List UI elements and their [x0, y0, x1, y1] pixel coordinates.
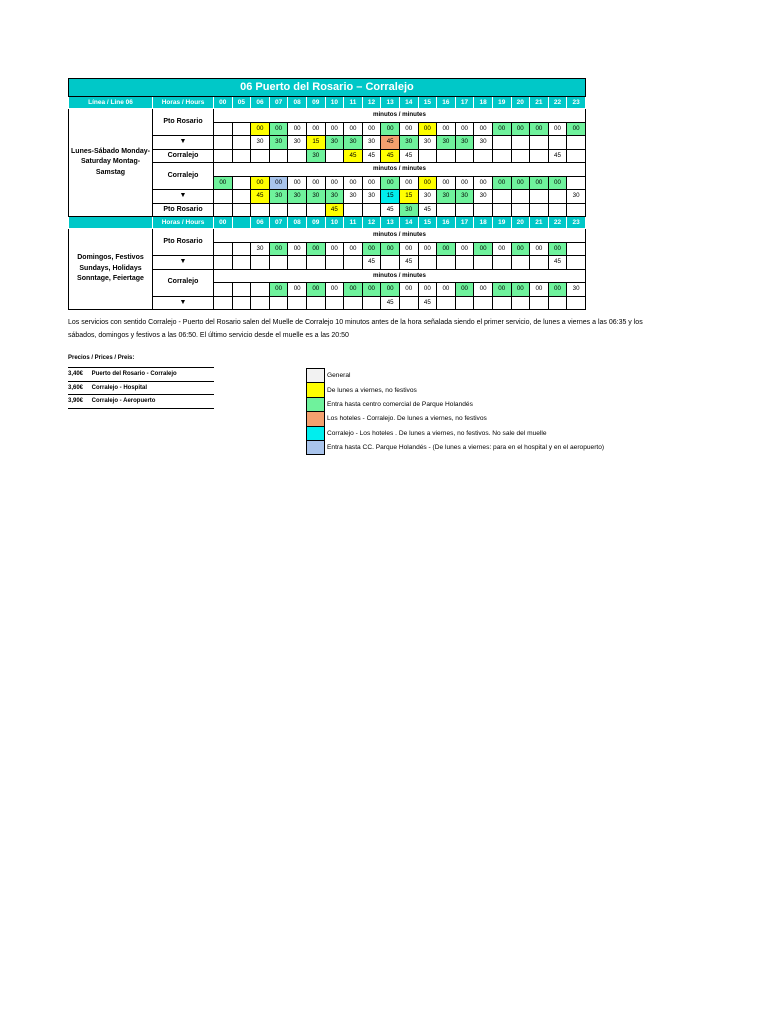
minute-cell	[530, 190, 549, 204]
direction-arrow: ▼	[153, 256, 214, 270]
minute-cell	[214, 242, 233, 256]
hour-header: 10	[325, 97, 344, 109]
hour-header: 20	[511, 97, 530, 109]
legend-swatch	[307, 383, 325, 397]
minute-cell: 00	[214, 176, 233, 190]
minute-cell: 00	[288, 283, 307, 297]
minute-cell: 00	[344, 176, 363, 190]
price-route: Corralejo - Aeropuerto	[91, 398, 156, 404]
minute-cell	[214, 256, 233, 270]
minute-cell: 00	[530, 242, 549, 256]
hour-header: 06	[251, 97, 270, 109]
minute-cell	[474, 296, 493, 310]
hour-header: 09	[306, 97, 325, 109]
minute-cell: 00	[530, 283, 549, 297]
minute-cell: 30	[344, 136, 363, 150]
minute-cell	[492, 256, 511, 270]
minute-cell: 00	[548, 242, 567, 256]
minute-cell: 30	[306, 149, 325, 163]
minute-cell	[567, 176, 586, 190]
prices-box	[68, 350, 214, 409]
legend-swatch	[307, 412, 325, 426]
minute-cell	[325, 149, 344, 163]
minute-cell	[530, 136, 549, 150]
legend-label: General	[327, 372, 351, 380]
minute-cell: 00	[325, 283, 344, 297]
minute-cell	[344, 203, 363, 217]
minute-cell: 45	[418, 203, 437, 217]
minute-cell: 00	[399, 122, 418, 136]
minute-cell: 30	[362, 136, 381, 150]
minute-cell: 30	[288, 136, 307, 150]
minute-cell: 15	[306, 136, 325, 150]
minute-cell: 00	[325, 242, 344, 256]
hour-header: 00	[214, 217, 233, 229]
minute-cell	[214, 203, 233, 217]
stop-label: Corralejo	[153, 163, 214, 190]
minute-cell: 00	[344, 283, 363, 297]
minute-cell: 45	[381, 136, 400, 150]
minute-cell	[269, 296, 288, 310]
hour-header: 18	[474, 97, 493, 109]
hour-header	[232, 217, 251, 229]
minute-cell	[306, 203, 325, 217]
hour-header: 13	[381, 97, 400, 109]
minute-cell: 00	[418, 283, 437, 297]
minute-cell: 00	[325, 122, 344, 136]
minute-cell	[232, 242, 251, 256]
minute-cell	[344, 256, 363, 270]
hour-header: 10	[325, 217, 344, 229]
hour-header: 11	[344, 97, 363, 109]
minute-cell	[269, 203, 288, 217]
minute-cell	[492, 136, 511, 150]
hour-header: 15	[418, 217, 437, 229]
minute-cell: 00	[251, 122, 270, 136]
minute-cell	[232, 203, 251, 217]
hour-header: 06	[251, 217, 270, 229]
minute-cell: 00	[511, 122, 530, 136]
minute-cell: 00	[418, 176, 437, 190]
minute-cell: 00	[492, 176, 511, 190]
minute-cell: 00	[306, 176, 325, 190]
minute-cell: 00	[474, 176, 493, 190]
hour-header: 22	[548, 97, 567, 109]
minute-cell: 30	[251, 242, 270, 256]
minute-cell: 30	[437, 190, 456, 204]
minute-cell: 00	[269, 283, 288, 297]
minute-cell	[567, 136, 586, 150]
hour-header: 17	[455, 217, 474, 229]
minute-cell: 00	[511, 242, 530, 256]
hour-header: 13	[381, 217, 400, 229]
minute-cell: 45	[418, 296, 437, 310]
minute-cell	[530, 296, 549, 310]
stop-label: Corralejo	[153, 149, 214, 163]
minute-cell: 30	[306, 190, 325, 204]
minute-cell	[325, 256, 344, 270]
minute-cell	[437, 149, 456, 163]
minute-cell	[232, 296, 251, 310]
hour-header: 14	[399, 217, 418, 229]
hour-header: 11	[344, 217, 363, 229]
minute-cell	[381, 256, 400, 270]
minute-cell: 00	[381, 283, 400, 297]
minute-cell: 00	[269, 176, 288, 190]
minute-cell: 00	[306, 122, 325, 136]
direction-arrow: ▼	[153, 190, 214, 204]
hours-label: Horas / Hours	[153, 97, 214, 109]
minute-cell	[567, 256, 586, 270]
minute-cell	[455, 256, 474, 270]
hour-header: 23	[567, 97, 586, 109]
minute-cell: 45	[399, 256, 418, 270]
direction-arrow: ▼	[153, 136, 214, 150]
minute-cell: 45	[399, 149, 418, 163]
timetable-title: 06 Puerto del Rosario – Corralejo	[69, 79, 586, 97]
minute-cell	[214, 190, 233, 204]
hour-header: 05	[232, 97, 251, 109]
price-amount: 3,90€	[68, 398, 84, 404]
minute-cell: 30	[455, 136, 474, 150]
minute-cell	[511, 136, 530, 150]
minutes-label: minutos / minutes	[214, 269, 586, 283]
minute-cell: 00	[455, 283, 474, 297]
minute-cell	[232, 190, 251, 204]
minute-cell: 00	[492, 122, 511, 136]
prices-title: Precios / Prices / Preis:	[68, 350, 214, 368]
minute-cell	[288, 203, 307, 217]
minutes-label: minutos / minutes	[214, 109, 586, 123]
minute-cell: 00	[306, 242, 325, 256]
minute-cell: 00	[362, 176, 381, 190]
minute-cell: 00	[381, 122, 400, 136]
minute-cell	[548, 296, 567, 310]
hour-header: 07	[269, 217, 288, 229]
minute-cell: 00	[567, 122, 586, 136]
price-amount: 3,40€	[68, 371, 84, 377]
minute-cell	[269, 256, 288, 270]
minute-cell: 00	[381, 242, 400, 256]
minute-cell	[437, 203, 456, 217]
legend-label: De lunes a viernes, no festivos	[327, 386, 417, 394]
hour-header: 21	[530, 217, 549, 229]
minutes-label: minutos / minutes	[214, 229, 586, 243]
minute-cell: 00	[269, 242, 288, 256]
minute-cell: 00	[474, 283, 493, 297]
minute-cell	[418, 149, 437, 163]
minute-cell: 30	[437, 136, 456, 150]
minute-cell	[232, 122, 251, 136]
legend-swatch	[307, 369, 325, 383]
minute-cell: 00	[362, 122, 381, 136]
minute-cell: 00	[492, 242, 511, 256]
minute-cell	[530, 203, 549, 217]
minute-cell: 30	[288, 190, 307, 204]
minute-cell: 45	[548, 256, 567, 270]
minute-cell: 00	[251, 176, 270, 190]
days-label: Lunes-Sábado Monday-Saturday Montag-Samstag	[69, 109, 153, 217]
direction-arrow: ▼	[153, 296, 214, 310]
minute-cell	[232, 149, 251, 163]
hour-header: 22	[548, 217, 567, 229]
minute-cell: 45	[362, 256, 381, 270]
minute-cell: 30	[399, 136, 418, 150]
hour-header: 19	[492, 97, 511, 109]
minute-cell	[214, 283, 233, 297]
minute-cell: 30	[567, 283, 586, 297]
minute-cell	[214, 149, 233, 163]
minute-cell	[530, 256, 549, 270]
minute-cell: 00	[325, 176, 344, 190]
hour-header: 21	[530, 97, 549, 109]
minute-cell	[548, 136, 567, 150]
minute-cell	[548, 190, 567, 204]
minute-cell: 00	[530, 122, 549, 136]
minute-cell: 00	[437, 283, 456, 297]
hour-header: 08	[288, 97, 307, 109]
minute-cell: 30	[325, 136, 344, 150]
minute-cell: 30	[474, 136, 493, 150]
minute-cell: 45	[548, 149, 567, 163]
minute-cell	[455, 296, 474, 310]
minute-cell	[455, 149, 474, 163]
minute-cell	[325, 296, 344, 310]
legend-swatch	[307, 397, 325, 411]
minute-cell: 30	[455, 190, 474, 204]
stop-label: Pto Rosario	[153, 109, 214, 136]
minute-cell	[418, 256, 437, 270]
minute-cell	[511, 203, 530, 217]
minute-cell: 30	[269, 190, 288, 204]
minute-cell: 00	[437, 122, 456, 136]
minute-cell	[362, 203, 381, 217]
stop-label: Pto Rosario	[153, 203, 214, 217]
hour-header: 20	[511, 217, 530, 229]
stop-label: Corralejo	[153, 269, 214, 296]
hour-header: 23	[567, 217, 586, 229]
minute-cell: 30	[418, 136, 437, 150]
minute-cell	[530, 149, 549, 163]
minute-cell: 00	[511, 283, 530, 297]
hour-header: 12	[362, 217, 381, 229]
minute-cell	[492, 296, 511, 310]
minute-cell: 00	[269, 122, 288, 136]
minute-cell: 45	[362, 149, 381, 163]
minutes-label: minutos / minutes	[214, 163, 586, 177]
minute-cell	[288, 149, 307, 163]
minute-cell: 00	[418, 122, 437, 136]
minute-cell: 00	[362, 242, 381, 256]
hour-header: 09	[306, 217, 325, 229]
minute-cell: 00	[288, 122, 307, 136]
minute-cell	[306, 256, 325, 270]
minute-cell: 00	[288, 176, 307, 190]
hour-header: 12	[362, 97, 381, 109]
minute-cell: 30	[344, 190, 363, 204]
price-route: Corralejo - Hospital	[91, 384, 148, 391]
minute-cell	[492, 203, 511, 217]
minute-cell: 30	[474, 190, 493, 204]
header-blank	[69, 217, 153, 229]
hour-header: 00	[214, 97, 233, 109]
legend-label: Corralejo - Los hoteles . De lunes a viernes, no festivos. No sale del muelle	[327, 429, 547, 437]
minute-cell: 45	[381, 296, 400, 310]
minute-cell: 15	[381, 190, 400, 204]
minute-cell: 00	[474, 242, 493, 256]
price-row	[68, 368, 214, 382]
minute-cell	[567, 242, 586, 256]
line-label: Línea / Line 06	[69, 97, 153, 109]
minute-cell: 00	[437, 242, 456, 256]
minute-cell: 00	[344, 242, 363, 256]
minute-cell: 00	[511, 176, 530, 190]
minute-cell	[251, 256, 270, 270]
minute-cell	[455, 203, 474, 217]
minute-cell: 00	[399, 176, 418, 190]
hours-label: Horas / Hours	[153, 217, 214, 229]
minute-cell: 30	[269, 136, 288, 150]
service-note: Los servicios con sentido Corralejo - Puerto del Rosario salen del Muelle de Corralejo 10 minutos antes de la hora señalada siendo el primer servicio, de lunes a viernes a las 06:35 y los sábados, domingos y festivos a las 06:50. El último servicio desde el muelle es a las 20:50	[68, 319, 643, 339]
minute-cell: 30	[567, 190, 586, 204]
hour-header: 19	[492, 217, 511, 229]
minute-cell: 30	[325, 190, 344, 204]
hour-header: 17	[455, 97, 474, 109]
price-row	[68, 382, 214, 396]
minute-cell	[344, 296, 363, 310]
minute-cell: 00	[474, 122, 493, 136]
hour-header: 07	[269, 97, 288, 109]
minute-cell: 00	[530, 176, 549, 190]
minute-cell: 00	[381, 176, 400, 190]
minute-cell	[232, 176, 251, 190]
minute-cell: 00	[492, 283, 511, 297]
minute-cell	[232, 256, 251, 270]
minute-cell	[511, 256, 530, 270]
minute-cell	[492, 149, 511, 163]
minute-cell	[232, 136, 251, 150]
minute-cell	[492, 190, 511, 204]
minute-cell	[511, 190, 530, 204]
minute-cell	[251, 149, 270, 163]
minute-cell: 30	[399, 203, 418, 217]
minute-cell	[362, 296, 381, 310]
minute-cell	[288, 256, 307, 270]
minute-cell	[474, 256, 493, 270]
minute-cell: 15	[399, 190, 418, 204]
minute-cell: 30	[251, 136, 270, 150]
minute-cell	[251, 296, 270, 310]
minute-cell: 45	[325, 203, 344, 217]
minute-cell: 30	[418, 190, 437, 204]
minute-cell: 00	[418, 242, 437, 256]
minute-cell: 00	[399, 283, 418, 297]
hour-header: 16	[437, 97, 456, 109]
minute-cell	[437, 256, 456, 270]
minute-cell: 00	[437, 176, 456, 190]
minute-cell: 00	[288, 242, 307, 256]
legend-label: Entra hasta centro comercial de Parque Holandés	[327, 400, 473, 408]
hour-header: 14	[399, 97, 418, 109]
minute-cell: 00	[548, 283, 567, 297]
stop-label: Pto Rosario	[153, 229, 214, 256]
timetable	[68, 78, 586, 310]
minute-cell	[437, 296, 456, 310]
minute-cell: 00	[344, 122, 363, 136]
minute-cell	[214, 296, 233, 310]
legend-label: Entra hasta CC. Parque Holandés - (De lunes a viernes: para en el hospital y en el aeropuerto)	[327, 444, 605, 452]
minute-cell: 00	[399, 242, 418, 256]
minute-cell: 00	[548, 122, 567, 136]
price-amount: 3,60€	[68, 384, 84, 391]
minute-cell: 00	[362, 283, 381, 297]
minute-cell	[399, 296, 418, 310]
minute-cell	[232, 283, 251, 297]
minute-cell	[214, 122, 233, 136]
minute-cell: 00	[455, 242, 474, 256]
minute-cell: 45	[381, 203, 400, 217]
minute-cell	[474, 203, 493, 217]
minute-cell: 45	[344, 149, 363, 163]
hour-header: 18	[474, 217, 493, 229]
minute-cell: 00	[306, 283, 325, 297]
hour-header: 15	[418, 97, 437, 109]
legend-swatch	[307, 440, 325, 454]
minute-cell	[548, 203, 567, 217]
minute-cell: 45	[381, 149, 400, 163]
minute-cell	[511, 296, 530, 310]
minute-cell	[567, 296, 586, 310]
minute-cell	[269, 149, 288, 163]
hour-header: 08	[288, 217, 307, 229]
color-legend	[306, 368, 605, 455]
minute-cell: 00	[455, 122, 474, 136]
minute-cell	[306, 296, 325, 310]
minute-cell	[251, 203, 270, 217]
minute-cell: 00	[548, 176, 567, 190]
legend-label: Los hoteles - Corralejo. De lunes a viernes, no festivos	[327, 415, 487, 423]
minute-cell	[214, 136, 233, 150]
minute-cell	[567, 203, 586, 217]
minute-cell	[511, 149, 530, 163]
price-route: Puerto del Rosario - Corralejo	[91, 371, 177, 377]
hour-header: 16	[437, 217, 456, 229]
minute-cell	[288, 296, 307, 310]
minute-cell: 00	[455, 176, 474, 190]
minute-cell	[567, 149, 586, 163]
minute-cell: 30	[362, 190, 381, 204]
days-label: Domingos, Festivos Sundays, Holidays Sonntage, Feiertage	[69, 229, 153, 310]
minute-cell: 45	[251, 190, 270, 204]
price-row	[68, 395, 214, 409]
legend-swatch	[307, 426, 325, 440]
minute-cell	[474, 149, 493, 163]
minute-cell	[251, 283, 270, 297]
